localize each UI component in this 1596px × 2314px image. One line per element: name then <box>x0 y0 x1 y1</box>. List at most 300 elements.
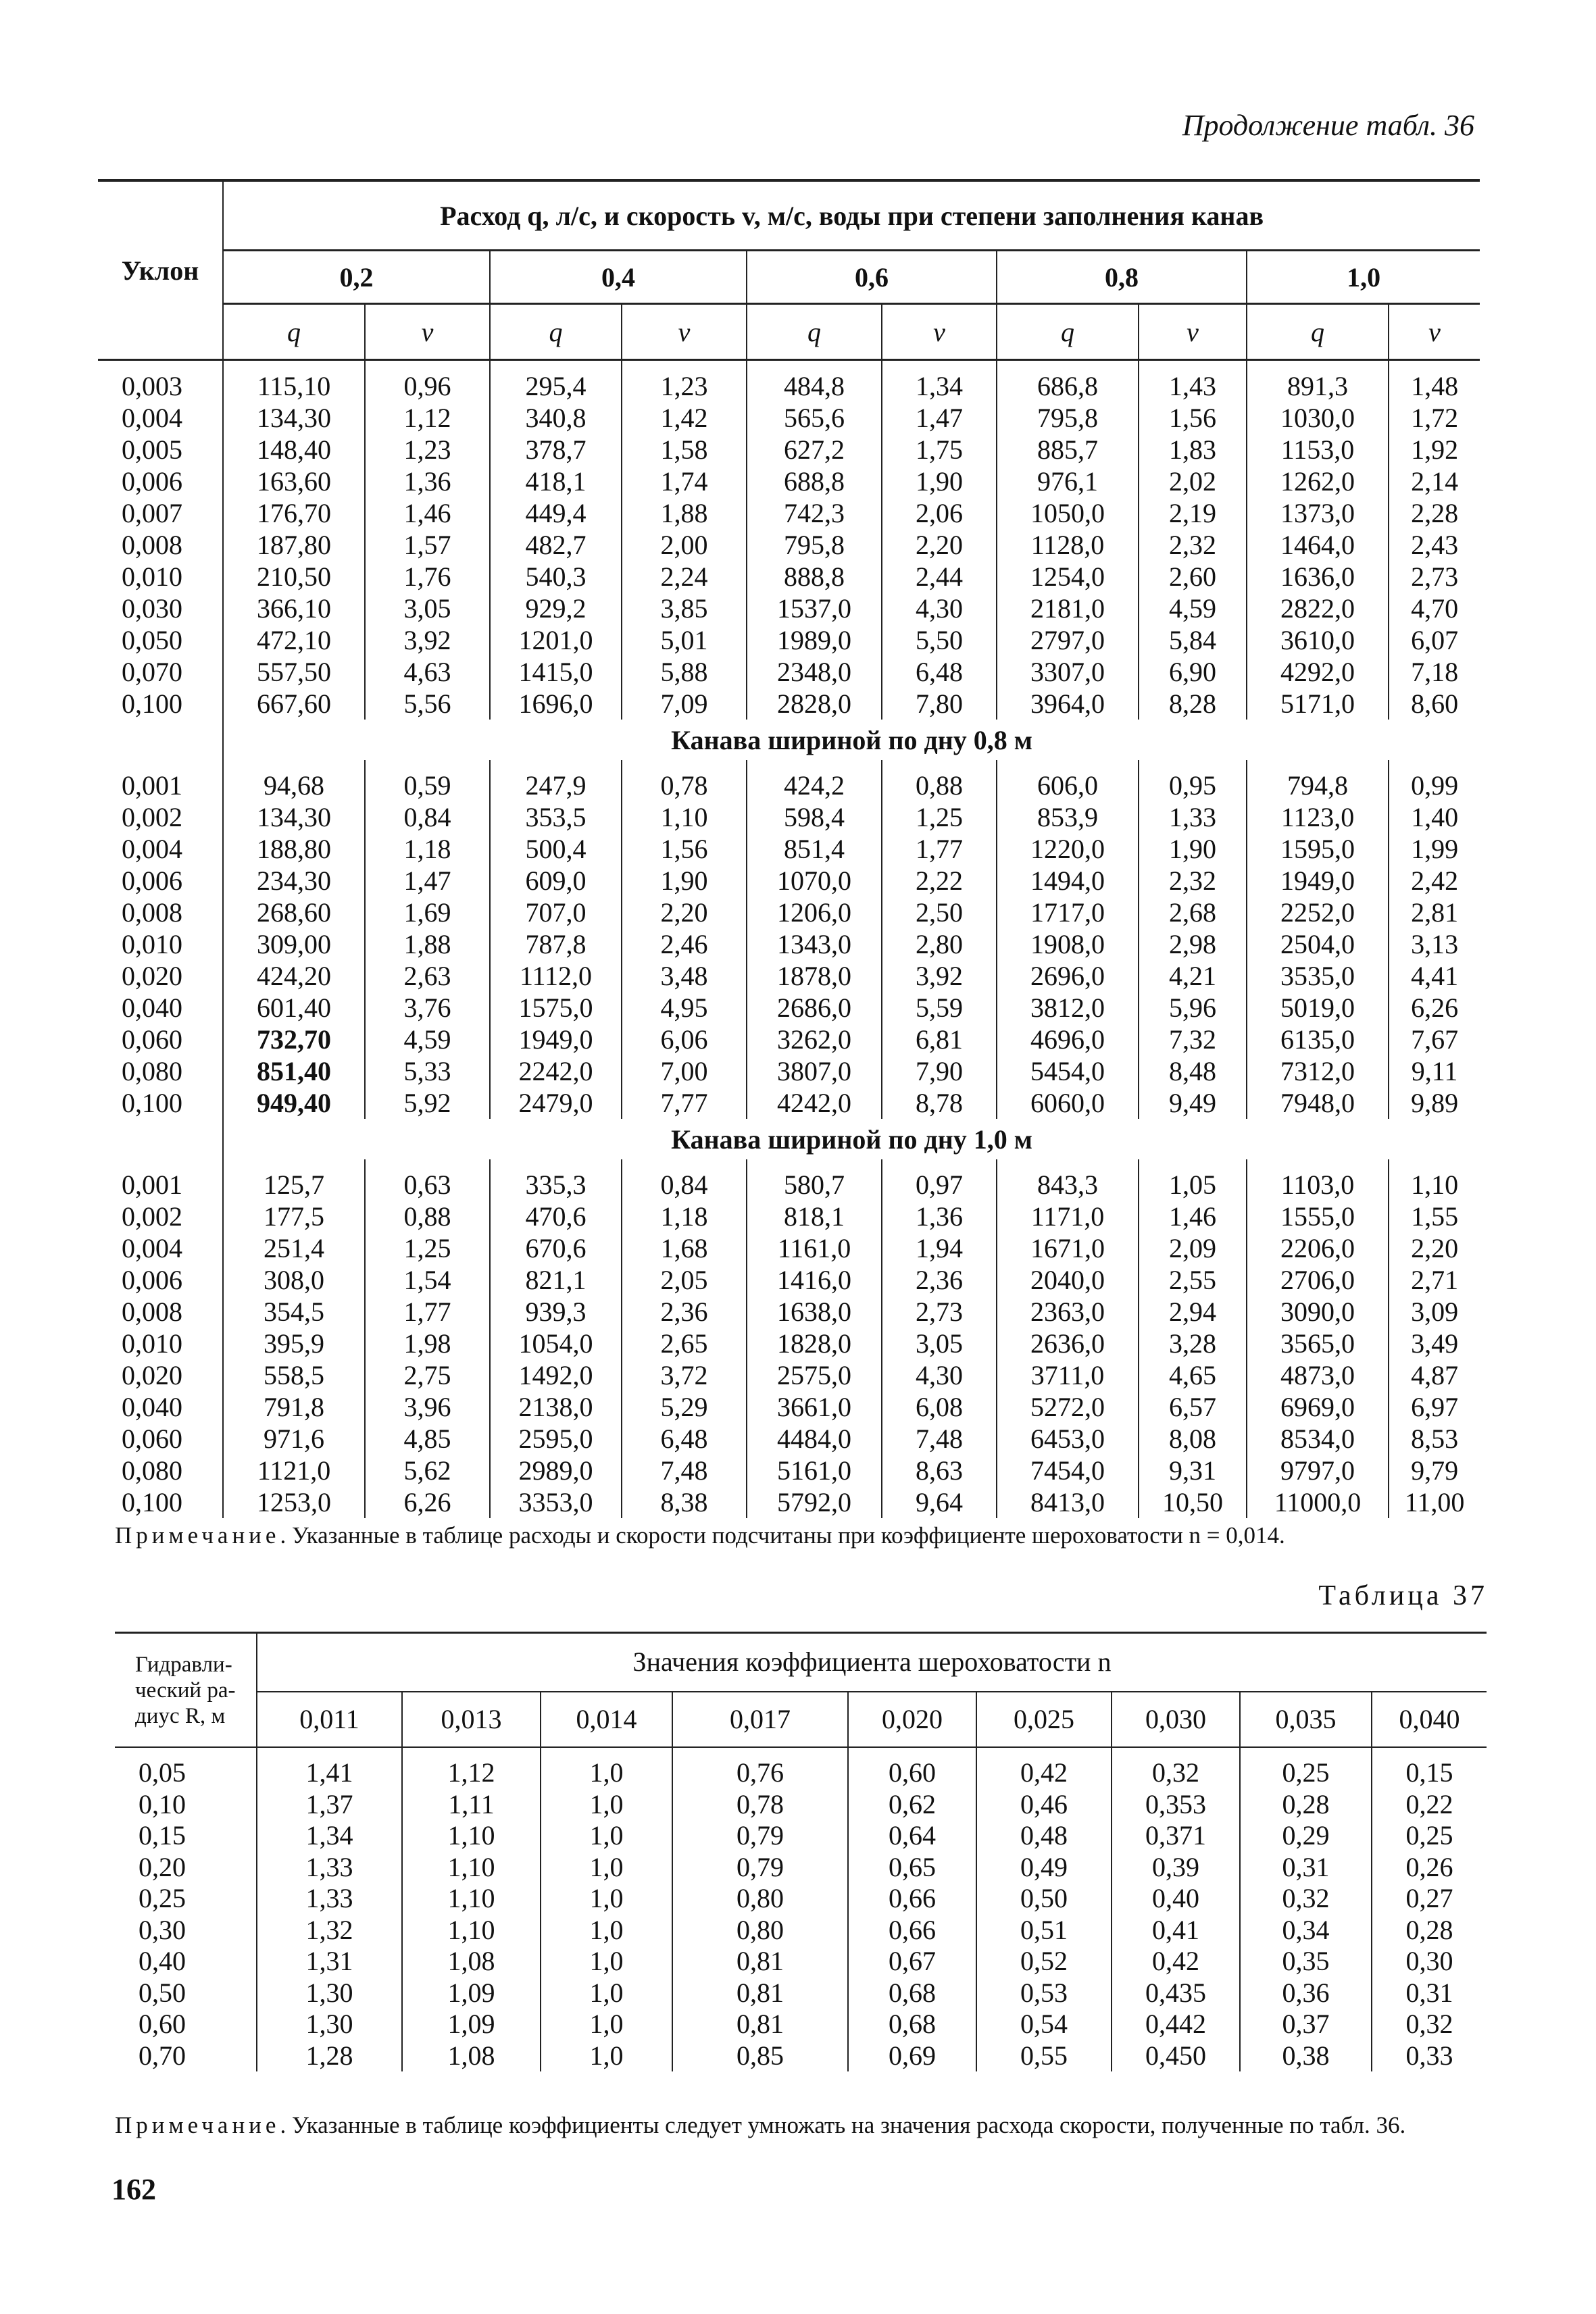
value-cell: 7,80 <box>882 688 997 720</box>
slope-cell: 0,060 <box>122 1424 182 1454</box>
value-cell: 1123,0 <box>1247 801 1389 833</box>
coefficient-cell: 0,64 <box>848 1820 976 1852</box>
flow-q-header: q <box>1247 304 1389 360</box>
value-cell: 2,28 <box>1389 497 1480 529</box>
coefficient-cell: 0,68 <box>848 1978 976 2009</box>
group-title-row <box>98 1119 1480 1159</box>
value-cell: 5019,0 <box>1247 992 1389 1024</box>
coefficient-cell: 0,65 <box>848 1852 976 1884</box>
value-cell: 1112,0 <box>490 960 622 992</box>
value-cell: 2,20 <box>882 529 997 561</box>
fill-degree-header: 0,2 <box>223 251 490 304</box>
value-cell: 4,21 <box>1139 960 1247 992</box>
table-37-note <box>115 2111 1487 2140</box>
value-cell: 3,92 <box>365 624 490 656</box>
value-cell: 2696,0 <box>997 960 1139 992</box>
group-title-spacer <box>98 1119 223 1159</box>
table-row <box>115 1852 1487 1884</box>
slope-cell: 0,100 <box>122 688 182 719</box>
slope-header: Уклон <box>98 180 223 360</box>
slope-cell: 0,100 <box>122 1487 182 1517</box>
value-cell: 5171,0 <box>1247 688 1389 720</box>
value-cell: 8,60 <box>1389 688 1480 720</box>
value-cell: 8,53 <box>1389 1423 1480 1455</box>
value-cell: 794,8 <box>1247 760 1389 801</box>
radius-cell: 0,60 <box>139 2009 186 2039</box>
value-cell: 7,18 <box>1389 656 1480 688</box>
value-cell: 1,36 <box>882 1201 997 1232</box>
value-cell: 1,46 <box>1139 1201 1247 1232</box>
value-cell: 1,25 <box>882 801 997 833</box>
table-row <box>98 1087 1480 1119</box>
coefficient-cell: 1,33 <box>257 1852 402 1884</box>
value-cell: 851,40 <box>223 1055 365 1087</box>
flow-q-header: q <box>747 304 882 360</box>
value-cell: 2,06 <box>882 497 997 529</box>
value-cell: 2252,0 <box>1247 897 1389 928</box>
value-cell: 1,69 <box>365 897 490 928</box>
roughness-n-header: 0,011 <box>257 1692 402 1747</box>
coefficient-cell: 1,30 <box>257 1978 402 2009</box>
value-cell: 5,92 <box>365 1087 490 1119</box>
slope-cell: 0,006 <box>122 466 182 497</box>
slope-cell: 0,004 <box>122 1233 182 1263</box>
value-cell: 6,26 <box>1389 992 1480 1024</box>
roughness-n-header: 0,014 <box>541 1692 672 1747</box>
value-cell: 2242,0 <box>490 1055 622 1087</box>
value-cell: 470,6 <box>490 1201 622 1232</box>
value-cell: 818,1 <box>747 1201 882 1232</box>
value-cell: 7,00 <box>622 1055 747 1087</box>
coefficient-cell: 1,10 <box>402 1852 541 1884</box>
table-row <box>115 1820 1487 1852</box>
value-cell: 6,48 <box>622 1423 747 1455</box>
table-row <box>98 960 1480 992</box>
value-cell: 558,5 <box>223 1359 365 1391</box>
table-row <box>115 1747 1487 1789</box>
value-cell: 9,49 <box>1139 1087 1247 1119</box>
value-cell: 9797,0 <box>1247 1455 1389 1486</box>
value-cell: 1121,0 <box>223 1455 365 1486</box>
value-cell: 5,56 <box>365 688 490 720</box>
coefficient-cell: 0,69 <box>848 2040 976 2072</box>
value-cell: 1415,0 <box>490 656 622 688</box>
coefficient-cell: 0,80 <box>672 1883 848 1915</box>
slope-cell: 0,008 <box>122 530 182 560</box>
fill-degree-header: 0,8 <box>997 251 1247 304</box>
table-row <box>98 434 1480 466</box>
value-cell: 2181,0 <box>997 593 1139 624</box>
value-cell: 3,48 <box>622 960 747 992</box>
velocity-v-header: v <box>1389 304 1480 360</box>
value-cell: 188,80 <box>223 833 365 865</box>
value-cell: 2,19 <box>1139 497 1247 529</box>
value-cell: 1878,0 <box>747 960 882 992</box>
table-row <box>98 1423 1480 1455</box>
value-cell: 851,4 <box>747 833 882 865</box>
value-cell: 565,6 <box>747 402 882 434</box>
value-cell: 7,48 <box>622 1455 747 1486</box>
table-37-title: Таблица 37 <box>1318 1580 1488 1611</box>
value-cell: 606,0 <box>997 760 1139 801</box>
value-cell: 1206,0 <box>747 897 882 928</box>
coefficient-cell: 1,0 <box>541 1747 672 1789</box>
value-cell: 295,4 <box>490 360 622 403</box>
value-cell: 0,63 <box>365 1159 490 1201</box>
coefficient-cell: 1,08 <box>402 2040 541 2072</box>
value-cell: 6,57 <box>1139 1391 1247 1423</box>
value-cell: 853,9 <box>997 801 1139 833</box>
value-cell: 3661,0 <box>747 1391 882 1423</box>
value-cell: 1,90 <box>882 466 997 497</box>
value-cell: 2,32 <box>1139 529 1247 561</box>
slope-cell: 0,006 <box>122 865 182 896</box>
radius-cell: 0,70 <box>139 2040 186 2071</box>
value-cell: 2828,0 <box>747 688 882 720</box>
value-cell: 6,07 <box>1389 624 1480 656</box>
value-cell: 609,0 <box>490 865 622 897</box>
value-cell: 821,1 <box>490 1264 622 1296</box>
value-cell: 2,81 <box>1389 897 1480 928</box>
slope-cell: 0,002 <box>122 1201 182 1232</box>
value-cell: 1,56 <box>622 833 747 865</box>
coefficient-cell: 0,34 <box>1240 1915 1372 1946</box>
table-row <box>98 1486 1480 1518</box>
value-cell: 1,47 <box>882 402 997 434</box>
table-row <box>115 1789 1487 1821</box>
table-row <box>98 1055 1480 1087</box>
slope-cell: 0,010 <box>122 561 182 592</box>
value-cell: 598,4 <box>747 801 882 833</box>
slope-cell: 0,040 <box>122 1392 182 1422</box>
value-cell: 670,6 <box>490 1232 622 1264</box>
value-cell: 11,00 <box>1389 1486 1480 1518</box>
coefficient-cell: 0,435 <box>1112 1978 1240 2009</box>
coefficient-cell: 0,42 <box>976 1747 1112 1789</box>
slope-cell: 0,004 <box>122 403 182 433</box>
value-cell: 177,5 <box>223 1201 365 1232</box>
value-cell: 2,05 <box>622 1264 747 1296</box>
value-cell: 0,97 <box>882 1159 997 1201</box>
fill-degree-header: 0,6 <box>747 251 997 304</box>
value-cell: 1050,0 <box>997 497 1139 529</box>
value-cell: 1153,0 <box>1247 434 1389 466</box>
value-cell: 5,84 <box>1139 624 1247 656</box>
value-cell: 1717,0 <box>997 897 1139 928</box>
value-cell: 3,72 <box>622 1359 747 1391</box>
value-cell: 3307,0 <box>997 656 1139 688</box>
value-cell: 2,71 <box>1389 1264 1480 1296</box>
value-cell: 667,60 <box>223 688 365 720</box>
slope-cell: 0,010 <box>122 1328 182 1359</box>
value-cell: 2,09 <box>1139 1232 1247 1264</box>
value-cell: 3,05 <box>882 1328 997 1359</box>
value-cell: 5,62 <box>365 1455 490 1486</box>
value-cell: 2,55 <box>1139 1264 1247 1296</box>
table-row <box>98 801 1480 833</box>
value-cell: 4873,0 <box>1247 1359 1389 1391</box>
value-cell: 1636,0 <box>1247 561 1389 593</box>
value-cell: 2348,0 <box>747 656 882 688</box>
table-row <box>98 593 1480 624</box>
table-36 <box>98 179 1480 1518</box>
value-cell: 791,8 <box>223 1391 365 1423</box>
coefficient-cell: 0,49 <box>976 1852 1112 1884</box>
value-cell: 3535,0 <box>1247 960 1389 992</box>
value-cell: 1,55 <box>1389 1201 1480 1232</box>
value-cell: 1949,0 <box>490 1024 622 1055</box>
value-cell: 5,59 <box>882 992 997 1024</box>
coefficient-cell: 0,66 <box>848 1883 976 1915</box>
coefficient-cell: 0,38 <box>1240 2040 1372 2072</box>
value-cell: 0,59 <box>365 760 490 801</box>
slope-cell: 0,001 <box>122 1169 182 1200</box>
value-cell: 500,4 <box>490 833 622 865</box>
slope-cell: 0,006 <box>122 1265 182 1295</box>
flow-velocity-header: Расход q, л/с, и скорость v, м/с, воды при степени заполнения канав <box>223 180 1480 251</box>
value-cell: 1,10 <box>622 801 747 833</box>
table-row <box>98 833 1480 865</box>
value-cell: 1,33 <box>1139 801 1247 833</box>
coefficient-cell: 0,32 <box>1372 2009 1487 2040</box>
value-cell: 134,30 <box>223 402 365 434</box>
value-cell: 3,49 <box>1389 1328 1480 1359</box>
value-cell: 1,36 <box>365 466 490 497</box>
value-cell: 7948,0 <box>1247 1087 1389 1119</box>
value-cell: 1595,0 <box>1247 833 1389 865</box>
value-cell: 472,10 <box>223 624 365 656</box>
value-cell: 2040,0 <box>997 1264 1139 1296</box>
slope-cell: 0,020 <box>122 1360 182 1390</box>
value-cell: 0,78 <box>622 760 747 801</box>
value-cell: 94,68 <box>223 760 365 801</box>
slope-cell: 0,100 <box>122 1088 182 1118</box>
value-cell: 742,3 <box>747 497 882 529</box>
table-row <box>98 1232 1480 1264</box>
value-cell: 2,22 <box>882 865 997 897</box>
value-cell: 1,94 <box>882 1232 997 1264</box>
coefficient-cell: 0,48 <box>976 1820 1112 1852</box>
value-cell: 2,14 <box>1389 466 1480 497</box>
value-cell: 3,13 <box>1389 928 1480 960</box>
table-row <box>115 1883 1487 1915</box>
value-cell: 2,50 <box>882 897 997 928</box>
table-row <box>98 561 1480 593</box>
value-cell: 1575,0 <box>490 992 622 1024</box>
value-cell: 5454,0 <box>997 1055 1139 1087</box>
fill-degree-header: 1,0 <box>1247 251 1480 304</box>
value-cell: 187,80 <box>223 529 365 561</box>
value-cell: 3,92 <box>882 960 997 992</box>
table-row <box>98 529 1480 561</box>
value-cell: 4,59 <box>1139 593 1247 624</box>
value-cell: 787,8 <box>490 928 622 960</box>
value-cell: 0,88 <box>365 1201 490 1232</box>
coefficient-cell: 0,35 <box>1240 1946 1372 1978</box>
coefficient-cell: 0,81 <box>672 1978 848 2009</box>
value-cell: 6,08 <box>882 1391 997 1423</box>
value-cell: 732,70 <box>223 1024 365 1055</box>
slope-cell: 0,005 <box>122 434 182 465</box>
value-cell: 247,9 <box>490 760 622 801</box>
roughness-n-header: 0,013 <box>402 1692 541 1747</box>
coefficient-cell: 1,0 <box>541 1820 672 1852</box>
value-cell: 6,48 <box>882 656 997 688</box>
value-cell: 1,77 <box>882 833 997 865</box>
value-cell: 939,3 <box>490 1296 622 1328</box>
value-cell: 354,5 <box>223 1296 365 1328</box>
value-cell: 2,65 <box>622 1328 747 1359</box>
coefficient-cell: 0,79 <box>672 1820 848 1852</box>
value-cell: 1,76 <box>365 561 490 593</box>
value-cell: 2,24 <box>622 561 747 593</box>
value-cell: 3711,0 <box>997 1359 1139 1391</box>
slope-cell: 0,003 <box>122 371 182 401</box>
roughness-n-header: 0,030 <box>1112 1692 1240 1747</box>
coefficient-cell: 0,39 <box>1112 1852 1240 1884</box>
value-cell: 8,28 <box>1139 688 1247 720</box>
coefficient-cell: 1,0 <box>541 1946 672 1978</box>
value-cell: 1030,0 <box>1247 402 1389 434</box>
coefficient-cell: 0,68 <box>848 2009 976 2040</box>
value-cell: 0,99 <box>1389 760 1480 801</box>
value-cell: 4,95 <box>622 992 747 1024</box>
value-cell: 176,70 <box>223 497 365 529</box>
value-cell: 795,8 <box>997 402 1139 434</box>
value-cell: 2595,0 <box>490 1423 622 1455</box>
table-row <box>115 2009 1487 2040</box>
value-cell: 1220,0 <box>997 833 1139 865</box>
table-row <box>98 1359 1480 1391</box>
roughness-header: Значения коэффициента шероховатости n <box>257 1633 1487 1692</box>
coefficient-cell: 0,25 <box>1372 1820 1487 1852</box>
value-cell: 4,30 <box>882 593 997 624</box>
value-cell: 2363,0 <box>997 1296 1139 1328</box>
value-cell: 1253,0 <box>223 1486 365 1518</box>
value-cell: 1,42 <box>622 402 747 434</box>
radius-cell: 0,50 <box>139 1977 186 2008</box>
velocity-v-header: v <box>365 304 490 360</box>
roughness-n-header: 0,040 <box>1372 1692 1487 1747</box>
value-cell: 1494,0 <box>997 865 1139 897</box>
value-cell: 1343,0 <box>747 928 882 960</box>
coefficient-cell: 1,41 <box>257 1747 402 1789</box>
table-row <box>115 1978 1487 2009</box>
value-cell: 843,3 <box>997 1159 1139 1201</box>
coefficient-cell: 0,31 <box>1372 1978 1487 2009</box>
value-cell: 885,7 <box>997 434 1139 466</box>
table-row <box>98 897 1480 928</box>
value-cell: 3,28 <box>1139 1328 1247 1359</box>
slope-cell: 0,008 <box>122 897 182 928</box>
value-cell: 1464,0 <box>1247 529 1389 561</box>
coefficient-cell: 0,32 <box>1240 1883 1372 1915</box>
slope-cell: 0,030 <box>122 593 182 624</box>
value-cell: 1,23 <box>622 360 747 403</box>
coefficient-cell: 0,22 <box>1372 1789 1487 1821</box>
value-cell: 2,00 <box>622 529 747 561</box>
note-label: Примечание <box>115 2112 280 2138</box>
value-cell: 1,75 <box>882 434 997 466</box>
coefficient-cell: 0,32 <box>1112 1747 1240 1789</box>
slope-cell: 0,050 <box>122 625 182 655</box>
value-cell: 1262,0 <box>1247 466 1389 497</box>
value-cell: 3353,0 <box>490 1486 622 1518</box>
value-cell: 1,90 <box>1139 833 1247 865</box>
value-cell: 395,9 <box>223 1328 365 1359</box>
value-cell: 6453,0 <box>997 1423 1139 1455</box>
coefficient-cell: 1,12 <box>402 1747 541 1789</box>
slope-cell: 0,080 <box>122 1056 182 1086</box>
coefficient-cell: 0,46 <box>976 1789 1112 1821</box>
table-row <box>115 1915 1487 1946</box>
value-cell: 1,40 <box>1389 801 1480 833</box>
value-cell: 4696,0 <box>997 1024 1139 1055</box>
coefficient-cell: 1,0 <box>541 1789 672 1821</box>
coefficient-cell: 1,0 <box>541 1978 672 2009</box>
radius-cell: 0,05 <box>139 1757 186 1788</box>
coefficient-cell: 0,37 <box>1240 2009 1372 2040</box>
value-cell: 949,40 <box>223 1087 365 1119</box>
value-cell: 1070,0 <box>747 865 882 897</box>
value-cell: 378,7 <box>490 434 622 466</box>
value-cell: 1,43 <box>1139 360 1247 403</box>
coefficient-cell: 0,85 <box>672 2040 848 2072</box>
roughness-n-header: 0,025 <box>976 1692 1112 1747</box>
value-cell: 6,90 <box>1139 656 1247 688</box>
value-cell: 1638,0 <box>747 1296 882 1328</box>
value-cell: 9,79 <box>1389 1455 1480 1486</box>
coefficient-cell: 1,0 <box>541 1883 672 1915</box>
value-cell: 1,23 <box>365 434 490 466</box>
table-row <box>115 2040 1487 2072</box>
value-cell: 1,12 <box>365 402 490 434</box>
table-row <box>98 688 1480 720</box>
value-cell: 268,60 <box>223 897 365 928</box>
value-cell: 2,63 <box>365 960 490 992</box>
value-cell: 1,47 <box>365 865 490 897</box>
value-cell: 424,2 <box>747 760 882 801</box>
value-cell: 1,18 <box>365 833 490 865</box>
value-cell: 449,4 <box>490 497 622 529</box>
coefficient-cell: 1,30 <box>257 2009 402 2040</box>
coefficient-cell: 1,11 <box>402 1789 541 1821</box>
value-cell: 7,32 <box>1139 1024 1247 1055</box>
value-cell: 335,3 <box>490 1159 622 1201</box>
coefficient-cell: 0,81 <box>672 2009 848 2040</box>
value-cell: 2,36 <box>882 1264 997 1296</box>
radius-cell: 0,15 <box>139 1820 186 1851</box>
value-cell: 0,95 <box>1139 760 1247 801</box>
coefficient-cell: 1,10 <box>402 1915 541 1946</box>
value-cell: 148,40 <box>223 434 365 466</box>
value-cell: 557,50 <box>223 656 365 688</box>
value-cell: 3812,0 <box>997 992 1139 1024</box>
coefficient-cell: 0,15 <box>1372 1747 1487 1789</box>
value-cell: 2,44 <box>882 561 997 593</box>
value-cell: 2,80 <box>882 928 997 960</box>
table-row <box>98 1455 1480 1486</box>
coefficient-cell: 0,62 <box>848 1789 976 1821</box>
coefficient-cell: 1,0 <box>541 1915 672 1946</box>
value-cell: 1254,0 <box>997 561 1139 593</box>
value-cell: 2,36 <box>622 1296 747 1328</box>
table-row <box>98 760 1480 801</box>
value-cell: 5,88 <box>622 656 747 688</box>
table-row <box>98 865 1480 897</box>
value-cell: 2,20 <box>1389 1232 1480 1264</box>
value-cell: 366,10 <box>223 593 365 624</box>
